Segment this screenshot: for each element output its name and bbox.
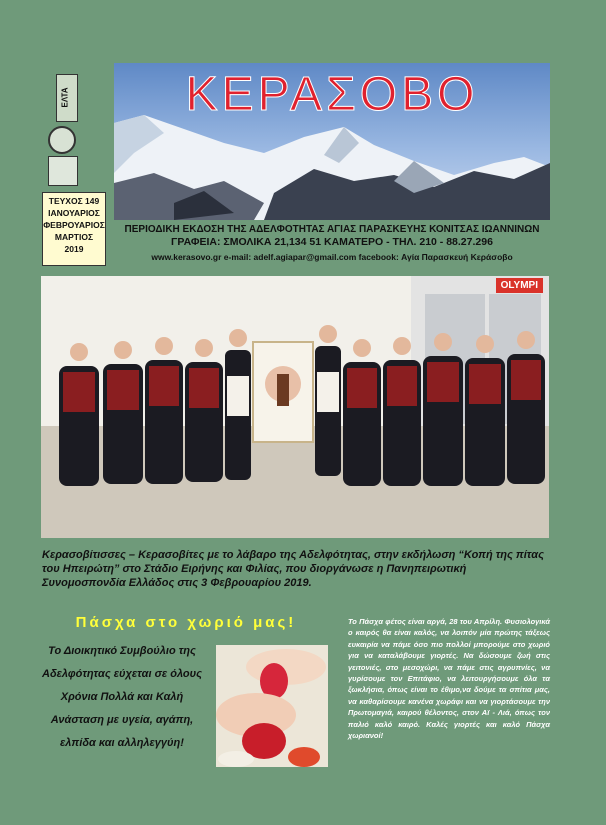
elta-logo: ΕΛΤΑ (56, 74, 78, 122)
postal-stamp (44, 70, 110, 188)
stamp-vertical-text-2 (94, 90, 104, 180)
easter-article: Το Πάσχα φέτος είναι αργά, 28 του Απρίλη. Φυσιολογικά ο καιρός θα είναι καλός, να λοιπόν μία πρώτης τάξεως ευκαιρία να πάμε όσο πιο πολλοί μπορούμε στο χωριό για να καταλάβουμε γιορτές. Να δώσουμε ζωή στις γειτονιές, στο μεσοχώρι, να πάμε στις αγρυπνίες, να γυρίσουμε τον Επιτάφιο, να λειτουργήσουμε όλα τα ξωκλήσια, όπως είναι το έθιμο,να δούμε τα σπίτια μας, να καθαρίσουμε κανένα χωράφι και να γιορτάσουμε την Πρωτομαγιά, καιρού θέλοντος, στον Αϊ - Λιά, όπως τον παλιό καλό καιρό. Καλές γιορτές και καλό Πάσχα χωριανοί! (348, 617, 550, 741)
address-line: ΓΡΑΦΕΙΑ: ΣΜΟΛΙΚΑ 21,134 51 ΚΑΜΑΤΕΡΟ - ΤΗΛ. 210 - 88.27.296 (171, 236, 493, 248)
issue-number: ΤΕΥΧΟΣ 149 (48, 196, 100, 206)
stamp-vertical-text (80, 90, 92, 180)
photo-caption: Κερασοβίτισσες – Κερασοβίτες με το λάβαρο της Αδελφότητας, στην εκδήλωση “Κοπή της πίτας του Ηπειρώτη” στο Στάδιο Ειρήνης και Φιλίας, που διοργάνωσε η Πανηπειρωτική Συνομοσπονδία Ελλάδος στις 3 Φεβρουαρίου 2019. (42, 549, 544, 589)
issue-month-3: ΜΑΡΤΙΟΣ (54, 232, 94, 242)
magazine-title: ΚΕΡΑΣΟΒΟ (185, 68, 479, 121)
stamp-seal-icon (48, 126, 76, 154)
issue-year: 2019 (64, 244, 84, 254)
contact-line: www.kerasovo.gr e-mail: adelf.agiapar@gmail.com facebook: Αγία Παρασκευή Κεράσοβο (151, 252, 513, 262)
issue-box (42, 192, 106, 266)
easter-eggs-photo (216, 645, 328, 767)
issue-month-2: ΦΕΒΡΟΥΑΡΙΟΣ (43, 220, 105, 230)
publisher-line: ΠΕΡΙΟΔΙΚΗ ΕΚΔΟΣΗ ΤΗΣ ΑΔΕΛΦΟΤΗΤΑΣ ΑΓΙΑΣ ΠΑΡΑΣΚΕΥΗΣ ΚΟΝΙΤΣΑΣ ΙΩΑΝΝΙΝΩΝ (124, 224, 540, 235)
olympic-sign: OLYMPI (496, 278, 543, 293)
issue-month-1: ΙΑΝΟΥΑΡΙΟΣ (48, 208, 100, 218)
stamp-box (48, 156, 78, 186)
dancers-illustration (41, 276, 549, 538)
painting-eggs-illustration (216, 645, 328, 767)
group-photo (41, 276, 549, 538)
easter-greeting: Το Διοικητικό Συμβούλιο της Αδελφότητας εύχεται σε όλους Χρόνια Πολλά και Καλή Ανάσταση με υγεία, αγάπη, ελπίδα και αλληλεγγύη! (42, 645, 202, 749)
masthead-banner (114, 63, 550, 220)
easter-heading: Πάσχα στο χωριό μας! (75, 614, 297, 631)
